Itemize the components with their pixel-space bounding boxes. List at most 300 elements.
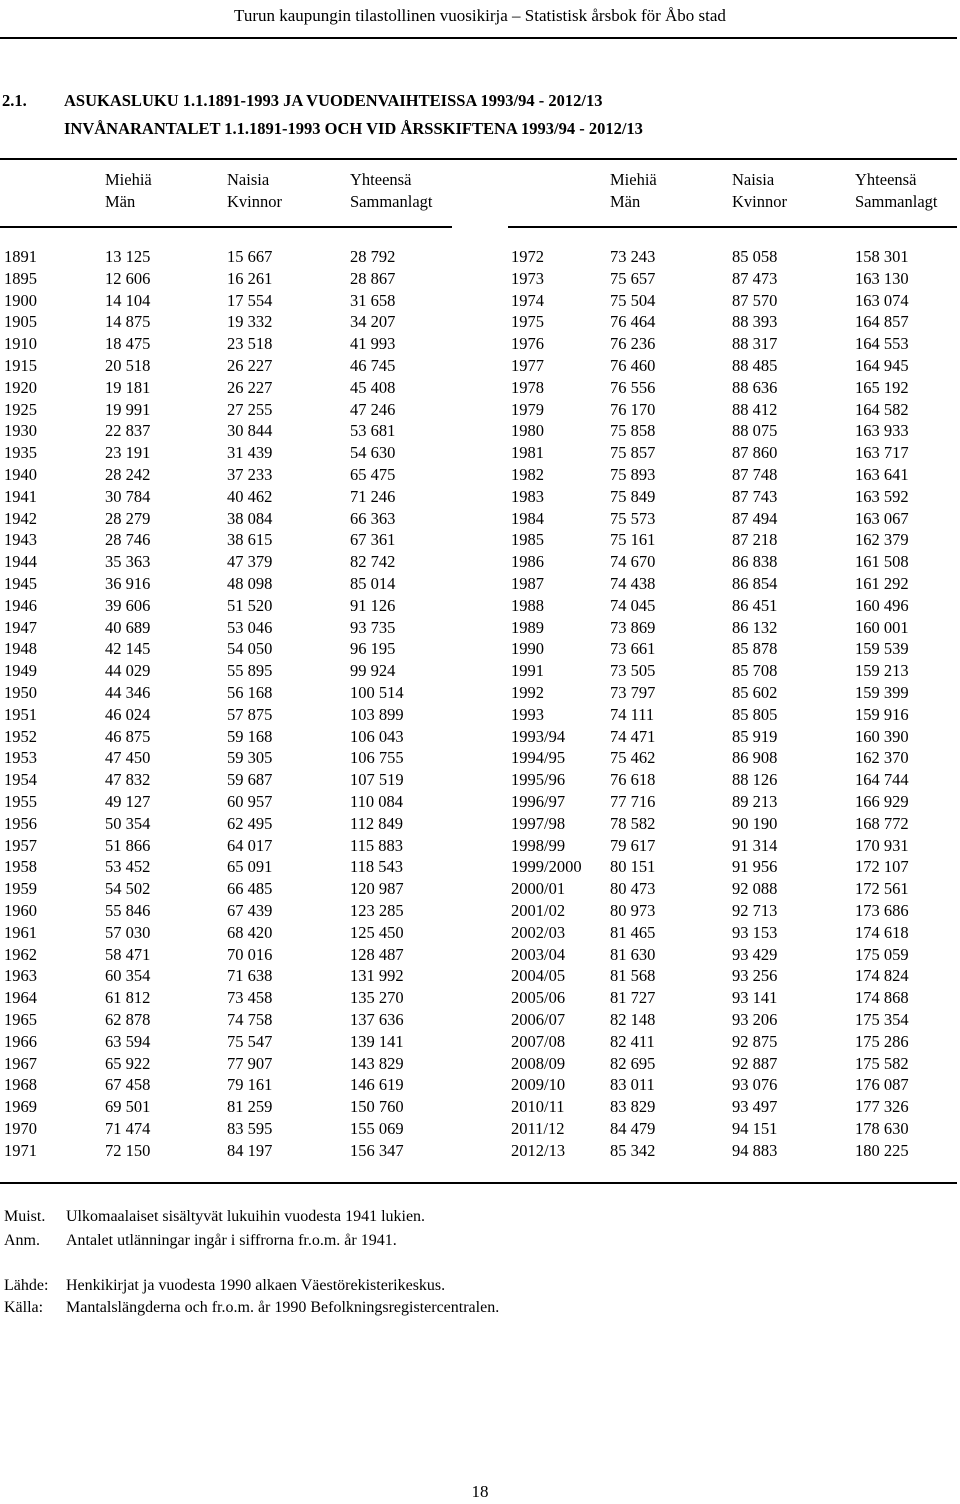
men-cell: 73 505 bbox=[610, 661, 656, 681]
col-label-sv: Sammanlagt bbox=[855, 192, 938, 211]
men-cell: 47 450 bbox=[105, 748, 151, 768]
col-label-fi: Naisia bbox=[732, 170, 775, 189]
year-cell: 1979 bbox=[511, 399, 544, 419]
year-cell: 1993 bbox=[511, 704, 544, 724]
women-cell: 87 218 bbox=[732, 530, 778, 550]
year-cell: 1905 bbox=[4, 312, 37, 332]
women-cell: 87 748 bbox=[732, 465, 778, 484]
total-cell: 170 931 bbox=[855, 835, 909, 855]
men-cell: 74 670 bbox=[610, 552, 656, 572]
year-cell: 1987 bbox=[511, 574, 544, 593]
year-cell: 1997/98 bbox=[511, 813, 566, 833]
women-cell: 88 393 bbox=[732, 312, 778, 332]
total-cell: 160 390 bbox=[855, 726, 909, 746]
note-label: Anm. bbox=[4, 1232, 40, 1249]
year-cell: 1959 bbox=[4, 879, 37, 899]
women-cell: 59 687 bbox=[227, 770, 273, 790]
women-cell: 19 332 bbox=[227, 312, 273, 332]
total-cell: 128 487 bbox=[350, 944, 404, 964]
total-cell: 107 519 bbox=[350, 770, 404, 790]
women-cell: 66 485 bbox=[227, 879, 273, 899]
year-cell: 1970 bbox=[4, 1119, 37, 1138]
title-line-fi: ASUKASLUKU 1.1.1891-1993 JA VUODENVAIHTEISSA 1993/94 - 2012/13 bbox=[64, 91, 603, 110]
men-cell: 57 030 bbox=[105, 922, 151, 942]
note-text: Antalet utlänningar ingår i siffrorna fr.o.m. år 1941. bbox=[66, 1232, 397, 1249]
total-cell: 175 354 bbox=[855, 1010, 909, 1029]
year-cell: 1999/2000 bbox=[511, 857, 582, 877]
year-cell: 1986 bbox=[511, 552, 544, 572]
year-cell: 1961 bbox=[4, 922, 37, 942]
men-cell: 82 411 bbox=[610, 1031, 655, 1051]
year-cell: 1971 bbox=[4, 1140, 37, 1160]
women-cell: 85 602 bbox=[732, 683, 778, 702]
women-cell: 87 570 bbox=[732, 290, 778, 310]
total-cell: 158 301 bbox=[855, 247, 909, 266]
year-cell: 1953 bbox=[4, 748, 37, 768]
men-cell: 63 594 bbox=[105, 1031, 151, 1051]
women-cell: 85 805 bbox=[732, 704, 778, 724]
total-cell: 175 059 bbox=[855, 944, 909, 964]
total-cell: 125 450 bbox=[350, 922, 404, 942]
women-cell: 55 895 bbox=[227, 661, 273, 681]
year-cell: 1974 bbox=[511, 290, 544, 310]
year-cell: 1945 bbox=[4, 574, 37, 593]
men-cell: 39 606 bbox=[105, 595, 151, 615]
men-cell: 77 716 bbox=[610, 792, 656, 811]
men-cell: 73 869 bbox=[610, 617, 656, 637]
source-text: Mantalslängderna och fr.o.m. år 1990 Befolkningsregistercentralen. bbox=[66, 1299, 500, 1316]
women-cell: 30 844 bbox=[227, 421, 273, 441]
year-cell: 2003/04 bbox=[511, 944, 566, 964]
title-line-sv: INVÅNARANTALET 1.1.1891-1993 OCH VID ÅRSSKIFTENA 1993/94 - 2012/13 bbox=[64, 119, 643, 138]
women-cell: 53 046 bbox=[227, 617, 273, 637]
total-cell: 65 475 bbox=[350, 465, 396, 484]
year-cell: 1998/99 bbox=[511, 835, 566, 855]
women-cell: 88 636 bbox=[732, 377, 778, 397]
total-cell: 178 630 bbox=[855, 1119, 909, 1138]
women-cell: 26 227 bbox=[227, 377, 273, 397]
men-cell: 54 502 bbox=[105, 879, 151, 899]
year-cell: 1942 bbox=[4, 508, 37, 528]
total-cell: 160 496 bbox=[855, 595, 909, 615]
year-cell: 1910 bbox=[4, 334, 37, 354]
total-cell: 163 717 bbox=[855, 443, 909, 463]
col-label-fi: Miehiä bbox=[610, 170, 657, 189]
year-cell: 2002/03 bbox=[511, 922, 566, 942]
women-cell: 86 854 bbox=[732, 574, 778, 593]
women-cell: 68 420 bbox=[227, 922, 273, 942]
total-cell: 168 772 bbox=[855, 813, 909, 833]
year-cell: 1972 bbox=[511, 247, 544, 266]
women-cell: 37 233 bbox=[227, 465, 273, 484]
year-cell: 1954 bbox=[4, 770, 37, 790]
women-cell: 94 151 bbox=[732, 1119, 778, 1138]
year-cell: 1944 bbox=[4, 552, 37, 572]
women-cell: 84 197 bbox=[227, 1140, 273, 1160]
women-cell: 94 883 bbox=[732, 1140, 778, 1160]
year-cell: 1984 bbox=[511, 508, 544, 528]
women-cell: 87 743 bbox=[732, 486, 778, 506]
year-cell: 1900 bbox=[4, 290, 37, 310]
year-cell: 2004/05 bbox=[511, 966, 566, 986]
total-cell: 159 213 bbox=[855, 661, 909, 681]
year-cell: 1973 bbox=[511, 268, 544, 288]
men-cell: 13 125 bbox=[105, 247, 151, 266]
women-cell: 93 497 bbox=[732, 1097, 778, 1117]
men-cell: 60 354 bbox=[105, 966, 151, 986]
total-cell: 103 899 bbox=[350, 704, 404, 724]
women-cell: 86 838 bbox=[732, 552, 778, 572]
men-cell: 46 024 bbox=[105, 704, 151, 724]
women-cell: 88 126 bbox=[732, 770, 778, 790]
women-cell: 70 016 bbox=[227, 944, 273, 964]
header-underline-left bbox=[0, 226, 452, 228]
total-cell: 174 868 bbox=[855, 988, 909, 1008]
men-cell: 47 832 bbox=[105, 770, 151, 790]
men-cell: 50 354 bbox=[105, 813, 151, 833]
men-cell: 28 279 bbox=[105, 508, 151, 528]
total-cell: 123 285 bbox=[350, 901, 404, 920]
total-cell: 164 744 bbox=[855, 770, 909, 790]
total-cell: 28 792 bbox=[350, 247, 396, 266]
women-cell: 86 908 bbox=[732, 748, 778, 768]
total-cell: 161 292 bbox=[855, 574, 909, 593]
women-cell: 93 141 bbox=[732, 988, 778, 1008]
total-cell: 112 849 bbox=[350, 813, 404, 833]
year-cell: 1969 bbox=[4, 1097, 37, 1117]
men-cell: 75 893 bbox=[610, 465, 656, 484]
total-cell: 162 379 bbox=[855, 530, 909, 550]
total-cell: 162 370 bbox=[855, 748, 909, 768]
page-number: 18 bbox=[471, 1482, 489, 1501]
year-cell: 2009/10 bbox=[511, 1075, 566, 1095]
year-cell: 1965 bbox=[4, 1010, 37, 1029]
men-cell: 76 170 bbox=[610, 399, 656, 419]
women-cell: 62 495 bbox=[227, 813, 273, 833]
women-cell: 56 168 bbox=[227, 683, 273, 702]
men-cell: 82 148 bbox=[610, 1010, 656, 1029]
women-cell: 77 907 bbox=[227, 1053, 273, 1073]
total-cell: 174 618 bbox=[855, 922, 909, 942]
year-cell: 1985 bbox=[511, 530, 544, 550]
col-label-sv: Män bbox=[610, 192, 641, 211]
running-header: Turun kaupungin tilastollinen vuosikirja – Statistisk årsbok för Åbo stad bbox=[234, 6, 726, 25]
men-cell: 69 501 bbox=[105, 1097, 151, 1117]
women-cell: 91 956 bbox=[732, 857, 778, 877]
men-cell: 83 829 bbox=[610, 1097, 656, 1117]
women-cell: 93 206 bbox=[732, 1010, 778, 1029]
title-rule bbox=[0, 158, 957, 160]
women-cell: 40 462 bbox=[227, 486, 273, 506]
men-cell: 67 458 bbox=[105, 1075, 151, 1095]
total-cell: 163 592 bbox=[855, 486, 909, 506]
total-cell: 110 084 bbox=[350, 792, 404, 811]
total-cell: 47 246 bbox=[350, 399, 396, 419]
total-cell: 106 755 bbox=[350, 748, 404, 768]
total-cell: 159 916 bbox=[855, 704, 909, 724]
men-cell: 82 695 bbox=[610, 1053, 656, 1073]
col-label-sv: Kvinnor bbox=[227, 192, 282, 211]
men-cell: 80 473 bbox=[610, 879, 656, 899]
year-cell: 1958 bbox=[4, 857, 37, 877]
men-cell: 58 471 bbox=[105, 944, 151, 964]
women-cell: 92 088 bbox=[732, 879, 778, 899]
total-cell: 175 582 bbox=[855, 1053, 909, 1073]
year-cell: 1981 bbox=[511, 443, 544, 463]
women-cell: 85 878 bbox=[732, 639, 778, 659]
men-cell: 44 346 bbox=[105, 683, 151, 702]
year-cell: 2000/01 bbox=[511, 879, 566, 899]
col-label-fi: Yhteensä bbox=[350, 170, 412, 189]
year-cell: 1960 bbox=[4, 901, 37, 920]
men-cell: 51 866 bbox=[105, 835, 151, 855]
women-cell: 60 957 bbox=[227, 792, 273, 811]
year-cell: 1991 bbox=[511, 661, 544, 681]
year-cell: 1935 bbox=[4, 443, 37, 463]
total-cell: 67 361 bbox=[350, 530, 396, 550]
men-cell: 74 438 bbox=[610, 574, 656, 593]
women-cell: 85 708 bbox=[732, 661, 778, 681]
men-cell: 73 797 bbox=[610, 683, 656, 702]
source-text: Henkikirjat ja vuodesta 1990 alkaen Väestörekisterikeskus. bbox=[66, 1277, 446, 1294]
year-cell: 1941 bbox=[4, 486, 37, 506]
men-cell: 40 689 bbox=[105, 617, 151, 637]
women-cell: 16 261 bbox=[227, 268, 273, 288]
men-cell: 62 878 bbox=[105, 1010, 151, 1029]
men-cell: 42 145 bbox=[105, 639, 151, 659]
women-cell: 64 017 bbox=[227, 835, 273, 855]
men-cell: 30 784 bbox=[105, 486, 151, 506]
women-cell: 83 595 bbox=[227, 1119, 273, 1138]
men-cell: 85 342 bbox=[610, 1140, 656, 1160]
women-cell: 65 091 bbox=[227, 857, 273, 877]
total-cell: 155 069 bbox=[350, 1119, 404, 1138]
year-cell: 1957 bbox=[4, 835, 37, 855]
year-cell: 1915 bbox=[4, 356, 37, 375]
year-cell: 1995/96 bbox=[511, 770, 566, 790]
total-cell: 99 924 bbox=[350, 661, 396, 681]
men-cell: 61 812 bbox=[105, 988, 151, 1008]
women-cell: 81 259 bbox=[227, 1097, 273, 1117]
source-label: Källa: bbox=[4, 1299, 44, 1316]
total-cell: 163 074 bbox=[855, 290, 909, 310]
year-cell: 1966 bbox=[4, 1031, 37, 1051]
women-cell: 54 050 bbox=[227, 639, 273, 659]
total-cell: 174 824 bbox=[855, 966, 909, 986]
year-cell: 1990 bbox=[511, 639, 544, 659]
total-cell: 146 619 bbox=[350, 1075, 404, 1095]
men-cell: 75 462 bbox=[610, 748, 656, 768]
total-cell: 156 347 bbox=[350, 1140, 404, 1160]
men-cell: 76 618 bbox=[610, 770, 656, 790]
men-cell: 76 460 bbox=[610, 356, 656, 375]
men-cell: 80 151 bbox=[610, 857, 656, 877]
women-cell: 73 458 bbox=[227, 988, 273, 1008]
col-total-left bbox=[350, 169, 432, 213]
women-cell: 93 153 bbox=[732, 922, 778, 942]
men-cell: 75 657 bbox=[610, 268, 656, 288]
col-men-right bbox=[610, 169, 657, 213]
year-cell: 1994/95 bbox=[511, 748, 566, 768]
year-cell: 1955 bbox=[4, 792, 37, 811]
men-cell: 76 556 bbox=[610, 377, 656, 397]
women-cell: 75 547 bbox=[227, 1031, 273, 1051]
women-cell: 15 667 bbox=[227, 247, 273, 266]
men-cell: 81 727 bbox=[610, 988, 656, 1008]
year-cell: 1943 bbox=[4, 530, 37, 550]
year-cell: 1940 bbox=[4, 465, 37, 484]
total-cell: 139 141 bbox=[350, 1031, 404, 1051]
men-cell: 18 475 bbox=[105, 334, 151, 354]
year-cell: 1983 bbox=[511, 486, 544, 506]
year-cell: 2011/12 bbox=[511, 1119, 565, 1138]
women-cell: 31 439 bbox=[227, 443, 273, 463]
women-cell: 86 451 bbox=[732, 595, 778, 615]
total-cell: 143 829 bbox=[350, 1053, 404, 1073]
women-cell: 87 473 bbox=[732, 268, 778, 288]
women-cell: 88 412 bbox=[732, 399, 778, 419]
men-cell: 79 617 bbox=[610, 835, 656, 855]
total-cell: 31 658 bbox=[350, 290, 396, 310]
women-cell: 85 058 bbox=[732, 247, 778, 266]
men-cell: 44 029 bbox=[105, 661, 151, 681]
men-cell: 28 746 bbox=[105, 530, 151, 550]
total-cell: 106 043 bbox=[350, 726, 404, 746]
year-cell: 1948 bbox=[4, 639, 37, 659]
total-cell: 172 107 bbox=[855, 857, 909, 877]
col-label-fi: Yhteensä bbox=[855, 170, 917, 189]
men-cell: 75 161 bbox=[610, 530, 656, 550]
women-cell: 71 638 bbox=[227, 966, 273, 986]
men-cell: 76 464 bbox=[610, 312, 656, 332]
total-cell: 173 686 bbox=[855, 901, 909, 920]
total-cell: 165 192 bbox=[855, 377, 909, 397]
total-cell: 164 945 bbox=[855, 356, 909, 375]
year-cell: 1956 bbox=[4, 813, 37, 833]
year-cell: 1996/97 bbox=[511, 792, 566, 811]
men-cell: 73 661 bbox=[610, 639, 656, 659]
women-cell: 87 860 bbox=[732, 443, 778, 463]
col-label-fi: Miehiä bbox=[105, 170, 152, 189]
women-cell: 85 919 bbox=[732, 726, 778, 746]
women-cell: 89 213 bbox=[732, 792, 778, 811]
men-cell: 12 606 bbox=[105, 268, 151, 288]
source-label: Lähde: bbox=[4, 1277, 49, 1294]
men-cell: 81 630 bbox=[610, 944, 656, 964]
women-cell: 87 494 bbox=[732, 508, 778, 528]
men-cell: 80 973 bbox=[610, 901, 656, 920]
total-cell: 118 543 bbox=[350, 857, 404, 877]
men-cell: 19 181 bbox=[105, 377, 151, 397]
total-cell: 161 508 bbox=[855, 552, 909, 572]
men-cell: 75 858 bbox=[610, 421, 656, 441]
men-cell: 36 916 bbox=[105, 574, 151, 593]
year-cell: 1977 bbox=[511, 356, 544, 375]
women-cell: 38 084 bbox=[227, 508, 273, 528]
men-cell: 84 479 bbox=[610, 1119, 656, 1138]
year-cell: 2007/08 bbox=[511, 1031, 566, 1051]
women-cell: 57 875 bbox=[227, 704, 273, 724]
men-cell: 76 236 bbox=[610, 334, 656, 354]
year-cell: 1963 bbox=[4, 966, 37, 986]
total-cell: 91 126 bbox=[350, 595, 396, 615]
total-cell: 45 408 bbox=[350, 377, 396, 397]
total-cell: 54 630 bbox=[350, 443, 396, 463]
year-cell: 1989 bbox=[511, 617, 544, 637]
year-cell: 2008/09 bbox=[511, 1053, 566, 1073]
total-cell: 28 867 bbox=[350, 268, 396, 288]
women-cell: 59 305 bbox=[227, 748, 273, 768]
total-cell: 164 582 bbox=[855, 399, 909, 419]
women-cell: 38 615 bbox=[227, 530, 273, 550]
men-cell: 75 573 bbox=[610, 508, 656, 528]
total-cell: 166 929 bbox=[855, 792, 909, 811]
year-cell: 1949 bbox=[4, 661, 37, 681]
total-cell: 53 681 bbox=[350, 421, 396, 441]
year-cell: 1895 bbox=[4, 268, 37, 288]
col-label-sv: Män bbox=[105, 192, 136, 211]
total-cell: 172 561 bbox=[855, 879, 909, 899]
total-cell: 135 270 bbox=[350, 988, 404, 1008]
table-number: 2.1. bbox=[2, 91, 27, 110]
year-cell: 1978 bbox=[511, 377, 544, 397]
women-cell: 88 317 bbox=[732, 334, 778, 354]
year-cell: 1950 bbox=[4, 683, 37, 702]
header-underline-right bbox=[508, 226, 957, 228]
year-cell: 1980 bbox=[511, 421, 544, 441]
year-cell: 1952 bbox=[4, 726, 37, 746]
col-men-left bbox=[105, 169, 152, 213]
women-cell: 86 132 bbox=[732, 617, 778, 637]
men-cell: 35 363 bbox=[105, 552, 151, 572]
women-cell: 88 075 bbox=[732, 421, 778, 441]
total-cell: 131 992 bbox=[350, 966, 404, 986]
women-cell: 92 713 bbox=[732, 901, 778, 920]
total-cell: 163 933 bbox=[855, 421, 909, 441]
men-cell: 73 243 bbox=[610, 247, 656, 266]
women-cell: 26 227 bbox=[227, 356, 273, 375]
year-cell: 1993/94 bbox=[511, 726, 566, 746]
year-cell: 1982 bbox=[511, 465, 544, 484]
year-cell: 1992 bbox=[511, 683, 544, 702]
total-cell: 137 636 bbox=[350, 1010, 404, 1029]
year-cell: 1967 bbox=[4, 1053, 37, 1073]
total-cell: 150 760 bbox=[350, 1097, 404, 1117]
year-cell: 1964 bbox=[4, 988, 37, 1008]
total-cell: 46 745 bbox=[350, 356, 396, 375]
col-label-sv: Kvinnor bbox=[732, 192, 787, 211]
men-cell: 19 991 bbox=[105, 399, 151, 419]
men-cell: 20 518 bbox=[105, 356, 151, 375]
year-cell: 2010/11 bbox=[511, 1097, 565, 1117]
men-cell: 22 837 bbox=[105, 421, 151, 441]
year-cell: 1988 bbox=[511, 595, 544, 615]
year-cell: 1968 bbox=[4, 1075, 37, 1095]
header-rule bbox=[0, 37, 957, 39]
total-cell: 180 225 bbox=[855, 1140, 909, 1160]
men-cell: 14 875 bbox=[105, 312, 151, 332]
year-cell: 1951 bbox=[4, 704, 37, 724]
col-women-right bbox=[732, 169, 787, 213]
year-cell: 2005/06 bbox=[511, 988, 566, 1008]
women-cell: 92 887 bbox=[732, 1053, 778, 1073]
table-title-fi bbox=[2, 91, 602, 111]
women-cell: 93 076 bbox=[732, 1075, 778, 1095]
total-cell: 82 742 bbox=[350, 552, 396, 572]
total-cell: 71 246 bbox=[350, 486, 396, 506]
men-cell: 71 474 bbox=[105, 1119, 151, 1138]
total-cell: 93 735 bbox=[350, 617, 396, 637]
